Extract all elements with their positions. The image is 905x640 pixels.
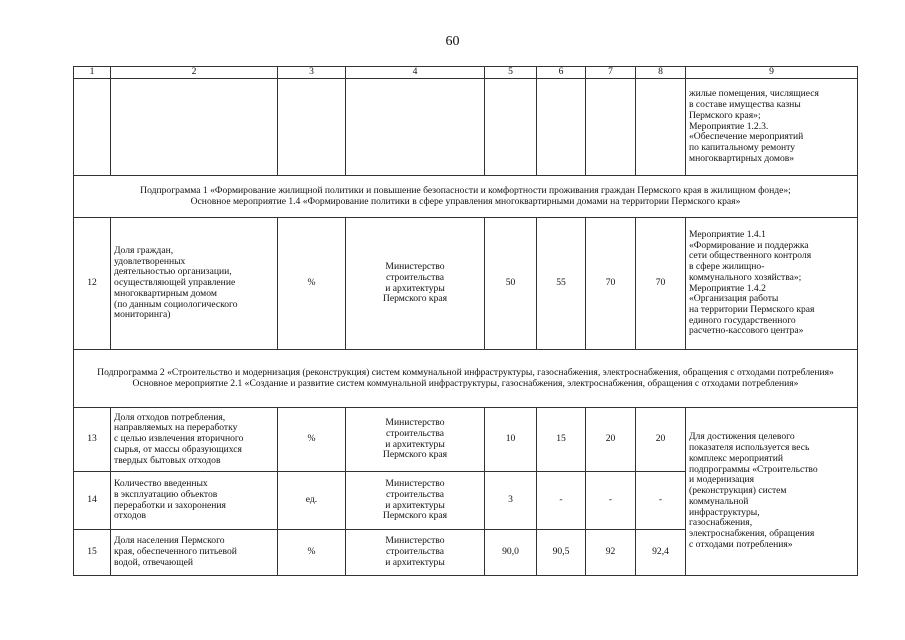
executor-cell: Министерство строительства и архитектуры Пермского края (346, 472, 485, 530)
indicator-cell: Доля отходов потребления, направляемых на переработку с целью извлечения вторичного сырья, от массы образующихся твердых бытовых отходов (111, 408, 278, 472)
unit-cell: ед. (278, 472, 346, 530)
value-cell: 90,5 (537, 530, 586, 576)
main-activity-2-1-title: Основное мероприятие 2.1 «Создание и развитие систем коммунальной инфраструктуры, газоснабжения, электроснабжения, обращения с отходами потребления» (132, 377, 799, 389)
column-header: 1 (74, 67, 111, 79)
indicator-cell: Количество введенных в эксплуатацию объектов переработки и захоронения отходов (111, 472, 278, 530)
shared-events-cell: Для достижения целевого показателя используется весь комплекс мероприятий подпрограммы «Строительство и модернизация (реконструкция) систем коммунальной инфраструктуры, газоснабжения, электроснабжения, обращения с отходами потребления» (686, 408, 858, 576)
column-header: 4 (346, 67, 485, 79)
row-number: 13 (74, 408, 111, 472)
value-cell: 20 (586, 408, 636, 472)
value-cell: 55 (537, 218, 586, 350)
empty-cell (636, 79, 686, 176)
subprogram-1-row (74, 176, 858, 218)
indicator-cell: Доля граждан, удовлетворенных деятельностью организации, осуществляющей управление многоквартирным домом (по данным социологического мониторинга) (111, 218, 278, 350)
subprogram-2-row (74, 350, 858, 408)
value-cell: - (636, 472, 686, 530)
indicators-table (73, 66, 858, 576)
empty-cell (586, 79, 636, 176)
row-number: 12 (74, 218, 111, 350)
column-number-row (74, 67, 858, 79)
column-header: 3 (278, 67, 346, 79)
column-header: 7 (586, 67, 636, 79)
subprogram-2-title: Подпрограмма 2 «Строительство и модернизация (реконструкция) систем коммунальной инфраструктуры, газоснабжения, электроснабжения, обращения с отходами потребления» (97, 366, 834, 378)
value-cell: - (537, 472, 586, 530)
column-header: 9 (686, 67, 858, 79)
column-header: 8 (636, 67, 686, 79)
value-cell: 3 (485, 472, 537, 530)
value-cell: 92 (586, 530, 636, 576)
executor-cell: Министерство строительства и архитектуры (346, 530, 485, 576)
events-text: жилые помещения, числящиеся в составе имущества казны Пермского края»; Мероприятие 1.2.3. «Обеспечение мероприятий по капитальному ремонту многоквартирных домов» (689, 88, 819, 164)
row-number: 14 (74, 472, 111, 530)
value-cell: 90,0 (485, 530, 537, 576)
subprogram-1-title: Подпрограмма 1 «Формирование жилищной политики и повышение безопасности и комфортности проживания граждан Пермского края в жилищном фонде»; (140, 184, 791, 196)
value-cell: 15 (537, 408, 586, 472)
empty-cell (74, 79, 111, 176)
events-cell (686, 79, 858, 176)
value-cell: 70 (636, 218, 686, 350)
column-header: 2 (111, 67, 278, 79)
main-activity-1-4-title: Основное мероприятие 1.4 «Формирование политики в сфере управления многоквартирными домами на территории Пермского края» (190, 195, 741, 207)
empty-cell (537, 79, 586, 176)
unit-cell: % (278, 218, 346, 350)
subprogram-1-cell (74, 176, 858, 218)
value-cell: - (586, 472, 636, 530)
row-number: 15 (74, 530, 111, 576)
executor-cell: Министерство строительства и архитектуры Пермского края (346, 218, 485, 350)
empty-cell (346, 79, 485, 176)
value-cell: 70 (586, 218, 636, 350)
value-cell: 92,4 (636, 530, 686, 576)
table-row (74, 218, 858, 350)
value-cell: 50 (485, 218, 537, 350)
empty-cell (485, 79, 537, 176)
unit-cell: % (278, 530, 346, 576)
subprogram-2-cell (74, 350, 858, 408)
table-row (74, 408, 858, 472)
empty-cell (111, 79, 278, 176)
value-cell: 10 (485, 408, 537, 472)
executor-cell: Министерство строительства и архитектуры Пермского края (346, 408, 485, 472)
column-header: 6 (537, 67, 586, 79)
events-cell: Мероприятие 1.4.1 «Формирование и поддержка сети общественного контроля в сфере жилищно- коммунального хозяйства»; Мероприятие 1.4.2 «Организация работы на территории Пермского края единого государственного расчетно-кассового центра» (686, 218, 858, 350)
empty-cell (278, 79, 346, 176)
unit-cell: % (278, 408, 346, 472)
value-cell: 20 (636, 408, 686, 472)
indicator-cell: Доля населения Пермского края, обеспеченного питьевой водой, отвечающей (111, 530, 278, 576)
continuation-row (74, 79, 858, 176)
page-number: 60 (445, 34, 460, 49)
column-header: 5 (485, 67, 537, 79)
